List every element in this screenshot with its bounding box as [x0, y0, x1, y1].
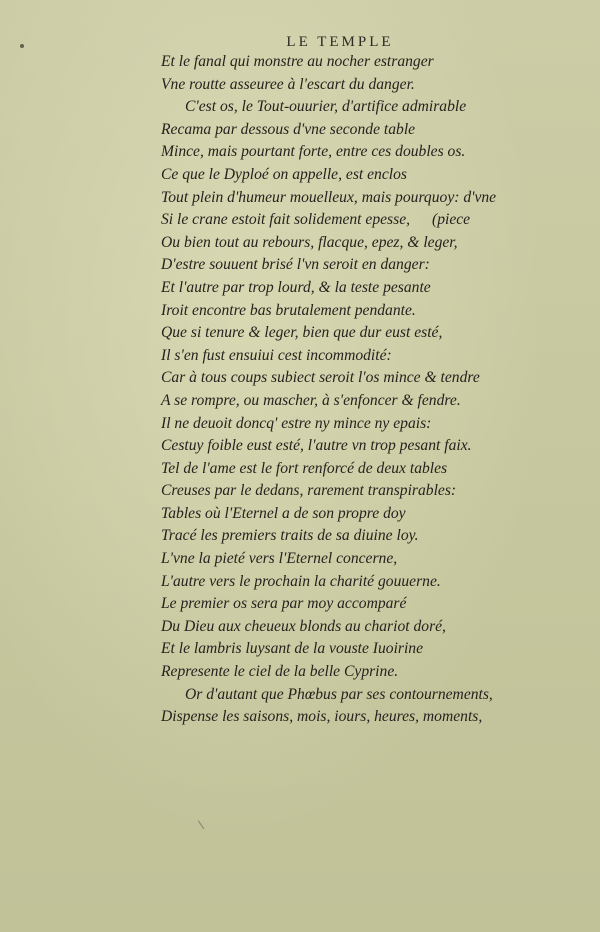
verse-line-text: Vne routte asseuree à l'escart du danger. — [161, 75, 415, 93]
verse-line-text: Recama par dessous d'vne seconde table — [161, 120, 416, 138]
verse-line-text: Ou bien tout au rebours, flacque, epez, & leger, — [161, 233, 458, 251]
verse-line-text: A se rompre, ou mascher, à s'enfoncer & fendre. — [161, 391, 461, 409]
verse-line — [0, 661, 600, 684]
verse-line — [0, 119, 600, 142]
verse-line — [0, 458, 600, 481]
verse-line — [0, 390, 600, 413]
verse-line — [0, 480, 600, 503]
verse-line — [0, 503, 600, 526]
verse-line-text: Que si tenure & leger, bien que dur eust esté, — [161, 324, 443, 342]
page-mark — [198, 817, 209, 829]
verse-line — [0, 367, 600, 390]
verse-line-text: Et l'autre par trop lourd, & la teste pesante — [161, 278, 431, 296]
verse-line-text: L'autre vers le prochain la charité gouuerne. — [161, 572, 441, 590]
verse-line — [0, 141, 600, 164]
verse-line — [0, 277, 600, 300]
running-head: LE TEMPLE — [286, 34, 394, 50]
verse-line — [0, 322, 600, 345]
verse-line-text: Le premier os sera par moy accomparé — [161, 595, 407, 613]
verse-line — [0, 593, 600, 616]
verse-line — [0, 187, 600, 210]
verse-text — [0, 51, 600, 729]
verse-line — [0, 254, 600, 277]
verse-line-text: Represente le ciel de la belle Cyprine. — [161, 663, 399, 681]
verse-line-text: Iroit encontre bas brutalement pendante. — [161, 301, 416, 319]
verse-line — [0, 616, 600, 639]
verse-line-text: Tables où l'Eternel a de son propre doy — [161, 504, 406, 522]
verse-line — [0, 300, 600, 323]
verse-line — [0, 638, 600, 661]
verse-line-text: Mince, mais pourtant forte, entre ces doubles os. — [161, 143, 466, 161]
verse-line — [0, 232, 600, 255]
verse-line-text: L'vne la pieté vers l'Eternel concerne, — [161, 550, 398, 568]
verse-line-text: Car à tous coups subiect seroit l'os mince & tendre — [161, 369, 480, 387]
verse-line-text: Tout plein d'humeur mouelleux, mais pourquoy: d'vne — [161, 188, 497, 206]
verse-line-text: Il ne deuoit doncq' estre ny mince ny epais: — [161, 414, 432, 432]
verse-line-text: C'est os, le Tout-ouurier, d'artifice admirable — [185, 98, 467, 116]
verse-line — [0, 51, 600, 74]
verse-line — [0, 413, 600, 436]
verse-line — [0, 96, 600, 119]
verse-line-text: Dispense les saisons, mois, iours, heures, moments, — [161, 708, 483, 726]
verse-line — [0, 74, 600, 97]
verse-line-text: Si le crane estoit fait solidement epesse, — [161, 211, 411, 229]
verse-line-text: Et le fanal qui monstre au nocher estranger — [161, 53, 434, 70]
verse-line-text: D'estre souuent brisé l'vn seroit en danger: — [161, 256, 430, 274]
verse-line — [0, 571, 600, 594]
verse-line-text: Du Dieu aux cheueux blonds au chariot doré, — [161, 617, 446, 635]
verse-line — [0, 435, 600, 458]
verse-line-text: Il s'en fust ensuiui cest incommodité: — [161, 346, 392, 364]
verse-line — [0, 345, 600, 368]
verse-line — [0, 525, 600, 548]
verse-line-text: Ce que le Dyploé on appelle, est enclos — [161, 165, 407, 183]
verse-line — [0, 706, 600, 729]
verse-line-catchword: (piece — [432, 211, 471, 229]
verse-line-text: Tracé les premiers traits de sa diuine loy. — [161, 527, 419, 545]
verse-line-text: Et le lambris luysant de la vouste Iuoirine — [161, 640, 424, 658]
verse-line — [0, 684, 600, 707]
verse-line-text: Creuses par le dedans, rarement transpirables: — [161, 482, 457, 500]
verse-line-text: Cestuy foible eust esté, l'autre vn trop pesant faix. — [161, 437, 472, 455]
verse-line-text: Or d'autant que Phœbus par ses contournements, — [185, 685, 493, 703]
verse-line — [0, 209, 600, 232]
verse-line — [0, 164, 600, 187]
verse-line-text: Tel de l'ame est le fort renforcé de deux tables — [161, 459, 448, 477]
verse-line — [0, 548, 600, 571]
